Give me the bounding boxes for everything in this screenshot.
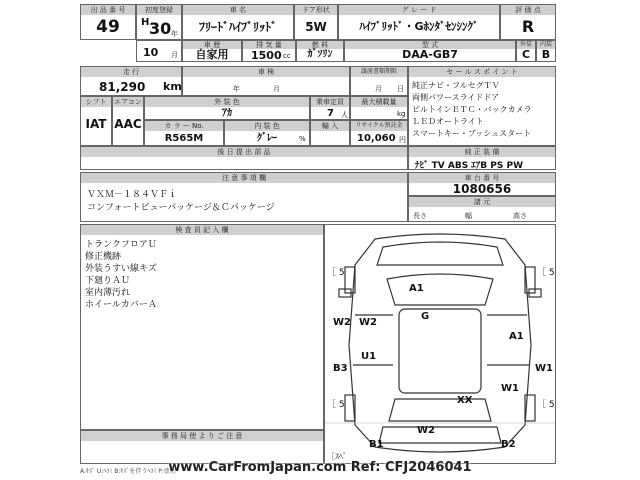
equipment-box bbox=[408, 146, 556, 170]
ac-box bbox=[112, 96, 144, 146]
selling-line-3: ビルトインＥＴＣ・バックカメラ bbox=[412, 105, 532, 114]
notes-box bbox=[80, 172, 408, 222]
selling-line-5: スマートキー・プッシュスタート bbox=[412, 129, 532, 138]
shift-label: シフト bbox=[81, 97, 111, 107]
tailgate bbox=[379, 427, 501, 443]
usage-box bbox=[182, 40, 242, 62]
aircon: AAC bbox=[114, 117, 142, 131]
inspector-box bbox=[80, 224, 324, 430]
notes-line-1: ＶＸＭ－１８４ＶＦｉ bbox=[87, 190, 178, 200]
fuel-box bbox=[296, 40, 344, 62]
mark-W1-inner: W1 bbox=[501, 383, 519, 394]
fuel-label: 燃 料 bbox=[297, 41, 343, 49]
dim-width: 幅 bbox=[465, 212, 472, 220]
int-color-box bbox=[224, 120, 310, 146]
mark-B2: B2 bbox=[501, 439, 516, 450]
mileage-label: 走 行 bbox=[81, 67, 181, 77]
grade-label: グ レ ー ド bbox=[339, 5, 499, 15]
int-grade: B bbox=[541, 48, 551, 61]
color-no: R565M bbox=[164, 133, 204, 144]
load-label: 最大積載量 bbox=[351, 97, 407, 107]
disp-box bbox=[242, 40, 296, 62]
seats: 7 bbox=[327, 108, 334, 119]
rating-label: 評 価 点 bbox=[501, 5, 555, 15]
mark-A1-top: A1 bbox=[409, 283, 424, 294]
selling-line-2: 両側パワースライドドア bbox=[412, 93, 500, 102]
equipment-list: ﾅﾋﾞ TV ABS ｴｱB PS PW bbox=[415, 161, 524, 171]
dims-box bbox=[408, 196, 556, 222]
inspector-line-6: ホイールカバーＡ bbox=[85, 300, 157, 310]
aftermarket-box bbox=[80, 146, 408, 170]
rating: R bbox=[521, 17, 535, 36]
interior-color: ｸﾞﾚｰ bbox=[257, 133, 277, 144]
ext-box bbox=[516, 40, 536, 62]
km-unit: km bbox=[163, 80, 182, 93]
recycle-label: リサイクル預託金 bbox=[351, 121, 407, 131]
aftermarket-label: 後 日 提 出 部 品 bbox=[81, 147, 407, 157]
hood bbox=[377, 242, 503, 265]
inspection-box bbox=[182, 66, 350, 96]
inspector-line-2: 修正機跡 bbox=[85, 252, 122, 262]
equipment-title: 純 正 装 備 bbox=[409, 147, 555, 157]
recycle-fee: 10,060 bbox=[357, 133, 396, 144]
mark-W2-bottom: W2 bbox=[417, 425, 435, 436]
mark-W1-right: W1 bbox=[535, 363, 553, 374]
usage: 自家用 bbox=[195, 48, 229, 61]
fuel: ｶﾞｿﾘﾝ bbox=[307, 49, 333, 60]
chassis-number: 1080656 bbox=[452, 182, 512, 196]
recycle-box bbox=[350, 120, 408, 146]
mark-B1: B1 bbox=[369, 439, 384, 450]
color-no-box bbox=[144, 120, 224, 146]
tyre-tl: ［ 5 bbox=[327, 268, 345, 278]
int-color-label: 内 装 色 bbox=[225, 121, 309, 131]
tsuki-label: 月 bbox=[171, 51, 178, 59]
lot-no-box bbox=[80, 4, 136, 40]
first-reg-box bbox=[136, 4, 182, 40]
mileage: 81,290 bbox=[99, 80, 146, 94]
mark-W2-inner: W2 bbox=[359, 317, 377, 328]
tyre-br: ［ 5 bbox=[537, 400, 555, 410]
door-label: ドア形状 bbox=[295, 5, 337, 15]
color-no-label: カ ラ ー No. bbox=[145, 121, 223, 131]
disp-label: 排 気 量 bbox=[243, 41, 295, 49]
rating-box bbox=[500, 4, 556, 40]
model-code: DAA-GB7 bbox=[402, 48, 458, 61]
insp-year: 年 bbox=[233, 85, 240, 93]
body-outline bbox=[349, 234, 531, 452]
rear-window bbox=[389, 399, 491, 421]
selling-line-1: 純正ナビ・フルセグＴＶ bbox=[412, 81, 500, 90]
shift-box bbox=[80, 96, 112, 146]
door: 5W bbox=[305, 20, 327, 34]
reg-year: 30 bbox=[149, 19, 172, 38]
nen-label: 年 bbox=[171, 30, 178, 38]
car-name-label: 車 名 bbox=[183, 5, 293, 15]
mark-G: G bbox=[421, 311, 430, 322]
load-box bbox=[350, 96, 408, 120]
remarks-box bbox=[80, 430, 324, 464]
watermark: www.CarFromJapan.com Ref: CFJ2046041 bbox=[168, 460, 472, 475]
inspector-title: 検 査 員 記 入 欄 bbox=[81, 225, 323, 235]
inspection-label: 車 検 bbox=[183, 67, 349, 77]
mark-W2-left: W2 bbox=[333, 317, 351, 328]
tyre-tr: ［ 5 bbox=[537, 268, 555, 278]
disp-unit: cc bbox=[283, 52, 291, 60]
car-outline bbox=[325, 225, 555, 463]
import-box bbox=[310, 120, 350, 146]
color-box bbox=[144, 96, 310, 120]
roof bbox=[399, 309, 481, 393]
mark-A1-right: A1 bbox=[509, 331, 524, 342]
import-label: 輸 入 bbox=[311, 121, 349, 131]
doc-month: 月 bbox=[375, 85, 382, 93]
dims-title: 諸 元 bbox=[409, 197, 555, 207]
car-name-box bbox=[182, 4, 294, 40]
ac-label: エアコン bbox=[114, 98, 142, 106]
exterior-color: ｱｶ bbox=[222, 108, 232, 119]
damage-diagram bbox=[324, 224, 556, 464]
spare: ［ｽﾍﾟ bbox=[327, 452, 347, 461]
color-label: 外 装 色 bbox=[145, 97, 309, 107]
shift: IAT bbox=[85, 117, 107, 131]
mark-B3: B3 bbox=[333, 363, 348, 374]
displacement: 1500 bbox=[251, 49, 282, 62]
chassis-box bbox=[408, 172, 556, 196]
remarks-title: 事 務 局 使 よ り ご 注 意 bbox=[81, 431, 323, 441]
inspector-line-1: トランクフロアＵ bbox=[85, 240, 157, 250]
seats-box bbox=[310, 96, 350, 120]
pct-mark: % bbox=[299, 135, 306, 143]
inspector-line-5: 室内薄汚れ bbox=[85, 288, 131, 298]
usage-label: 車 歴 bbox=[183, 41, 241, 49]
mark-U1: U1 bbox=[361, 351, 377, 362]
inspector-line-3: 外装うすい線キズ bbox=[85, 264, 157, 274]
mark-XX: XX bbox=[457, 395, 473, 406]
model-label: 型 式 bbox=[345, 41, 515, 49]
load-unit: kg bbox=[397, 110, 406, 118]
seats-unit: 人 bbox=[341, 111, 348, 119]
footer-legend: A:ｷｽﾞ U:ﾍｺﾐ B:ｷｽﾞを伴うﾍｺﾐ P:塗装 bbox=[80, 468, 176, 475]
selling-points-title: セ ー ル ス ポ イ ン ト bbox=[409, 67, 555, 77]
car-name: ﾌﾘｰﾄﾞﾊｲﾌﾞﾘｯﾄﾞ bbox=[198, 20, 277, 34]
door-box bbox=[294, 4, 338, 40]
lot-no-label: 出 品 番 号 bbox=[81, 5, 135, 15]
lot-no: 49 bbox=[96, 17, 120, 37]
inspector-line-4: 下廻りＡＵ bbox=[85, 276, 131, 286]
windshield bbox=[387, 274, 493, 305]
doc-day: 日 bbox=[397, 85, 404, 93]
int-label: 内装 bbox=[537, 41, 555, 49]
doc-deadline-label: 譲渡書類期限 bbox=[351, 67, 407, 77]
selling-line-4: ＬＥＤオートライト bbox=[412, 117, 484, 126]
era: H bbox=[141, 17, 150, 28]
notes-line-2: コンフォートビューパッケージ＆Ｃパッケージ bbox=[87, 203, 275, 213]
notes-title: 注 意 事 項 欄 bbox=[81, 173, 407, 183]
reg-month-box bbox=[136, 40, 182, 62]
model-box bbox=[344, 40, 516, 62]
doc-deadline-box bbox=[350, 66, 408, 96]
tyre-bl: ［ 5 bbox=[327, 400, 345, 410]
dim-length: 長さ bbox=[413, 212, 427, 220]
insp-month: 月 bbox=[273, 85, 280, 93]
dim-height: 高さ bbox=[513, 212, 527, 220]
mileage-box bbox=[80, 66, 182, 96]
selling-points-box bbox=[408, 66, 556, 146]
yen-unit: 円 bbox=[399, 136, 406, 144]
chassis-title: 車 台 番 号 bbox=[409, 173, 555, 183]
grade-box bbox=[338, 4, 500, 40]
seats-label: 乗車定員 bbox=[311, 97, 349, 107]
reg-month: 10 bbox=[143, 46, 159, 59]
first-reg-label: 初度登録 bbox=[137, 5, 181, 15]
ext-label: 外装 bbox=[517, 41, 535, 49]
ext-grade: C bbox=[521, 48, 531, 61]
int-box bbox=[536, 40, 556, 62]
grade: ﾊｲﾌﾞﾘｯﾄﾞ・Gﾎﾝﾀﾞｾﾝｼﾝｸﾞ bbox=[359, 20, 479, 33]
